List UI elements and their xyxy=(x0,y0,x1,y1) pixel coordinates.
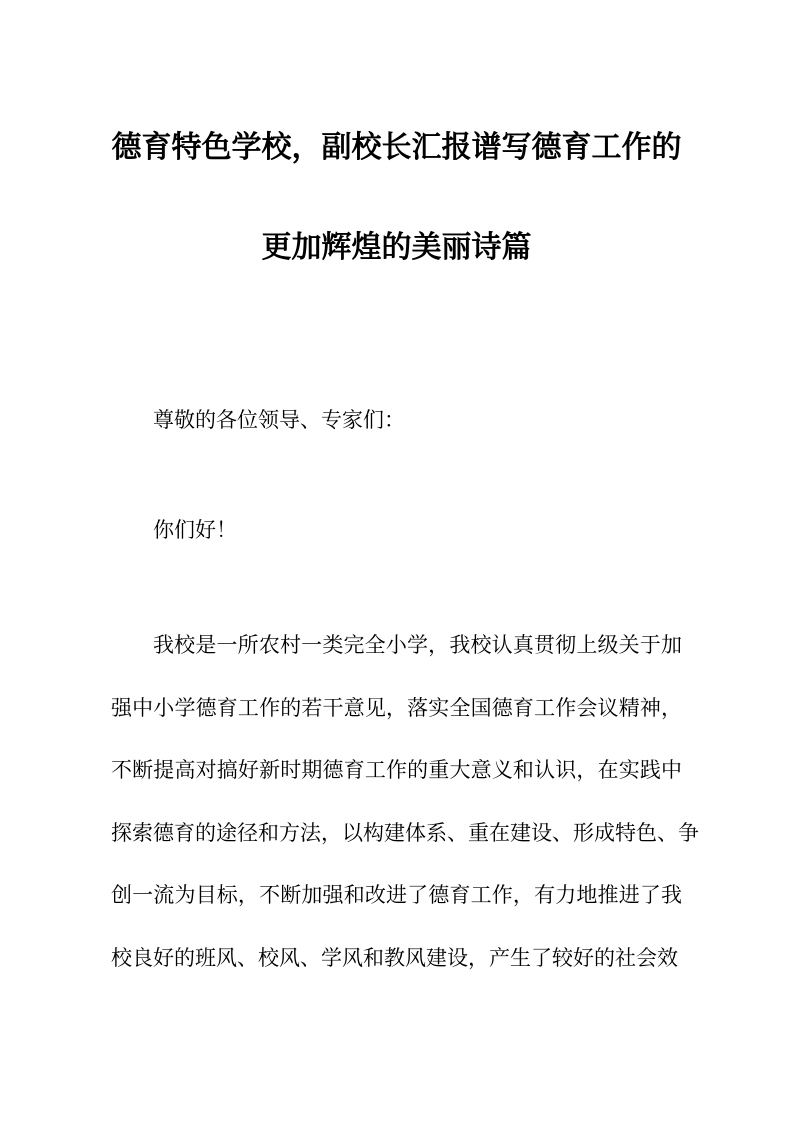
paragraph-line: 校良好的班风、校风、学风和教风建设，产生了较好的社会效 xyxy=(111,946,678,970)
paragraph-line: 创一流为目标，不断加强和改进了德育工作，有力地推进了我 xyxy=(111,884,682,907)
document-title xyxy=(111,128,682,268)
document-content xyxy=(0,128,793,990)
salutation-line: 你们好！ xyxy=(153,519,237,542)
body-paragraph xyxy=(111,615,699,990)
title-line-2: 更加辉煌的美丽诗篇 xyxy=(261,231,532,264)
paragraph-line: 不断提高对搞好新时期德育工作的重大意义和认识，在实践中 xyxy=(111,759,682,782)
title-line-1: 德育特色学校，副校长汇报谱写德育工作的 xyxy=(111,131,682,164)
paragraph-line: 探索德育的途径和方法，以构建体系、重在建设、形成特色、争 xyxy=(111,821,699,845)
paragraph-line: 我校是一所农村一类完全小学，我校认真贯彻上级关于加 xyxy=(153,634,682,657)
greeting-line: 尊敬的各位领导、专家们： xyxy=(153,409,405,432)
paragraph-line: 强中小学德育工作的若干意见，落实全国德育工作会议精神， xyxy=(111,696,682,720)
document-body xyxy=(111,406,699,990)
